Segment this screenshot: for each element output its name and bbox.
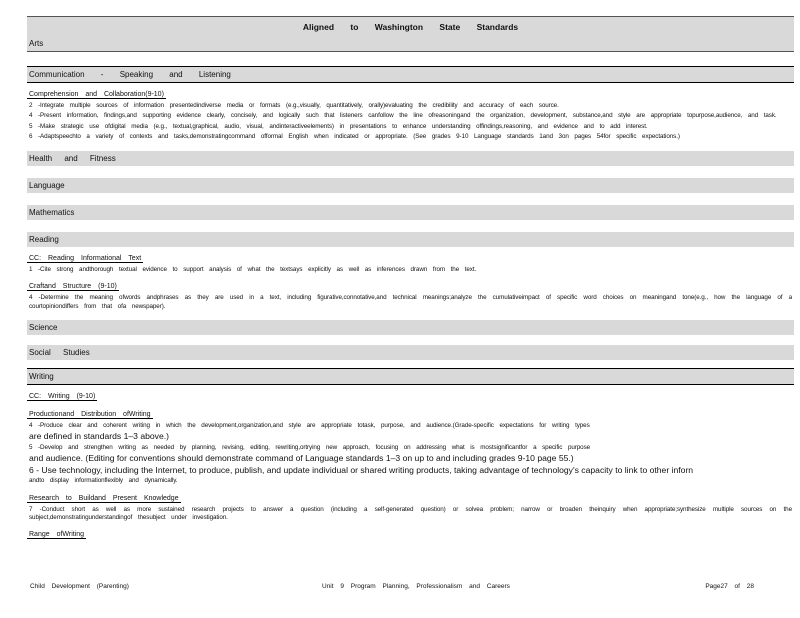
writing-subheading: CC: Writing (9-10) <box>29 393 96 401</box>
page-footer <box>30 583 754 590</box>
standard-text: 5 -Develop and strengthen writing as needed by planning, revising, editing, rewriting,ortrying new approach, focusing on addressing what is mostsignificantfor a specific purpose <box>29 443 591 451</box>
footer-unit: Unit 9 Program Planning, Professionalism and Careers <box>322 583 510 590</box>
standards-page <box>27 16 794 541</box>
craft-subheading: Craftand Structure (9-10) <box>29 283 117 291</box>
footer-page-number: Page27 of 28 <box>705 583 754 590</box>
comprehension-subheading: Comprehension and Collaboration(9-10) <box>29 91 164 98</box>
mathematics-section <box>27 205 794 220</box>
reading-heading: Reading <box>27 232 794 247</box>
science-heading: Science <box>27 320 794 335</box>
standard-text: 1 -Cite strong andthorough textual evidence to support analysis of what the textsays explicitly as well as inferences drawn from the text. <box>29 266 477 274</box>
standard-text: andto display informationflexibly and dynamically. <box>29 477 178 485</box>
communication-heading: Communication - Speaking and Listening <box>27 66 794 83</box>
standard-text: 4 -Present information, findings,and supporting evidence clearly, concisely, and logically such that listeners canfollow the line ofreasoningand the organization, development, substance,and style are appropriate topurpose,audience, and task. <box>29 112 777 120</box>
standard-text: 2 -Integrate multiple sources of information presentedindiverse media or formats (e.g.,visually, quantitatively, orally)evaluating the credibility and accuracy of each source. <box>29 102 559 109</box>
range-subheading: Range ofWriting <box>29 531 85 539</box>
writing-section <box>27 368 794 541</box>
language-heading: Language <box>27 178 794 193</box>
science-section <box>27 320 794 335</box>
footer-course: Child Development (Parenting) <box>30 583 129 590</box>
standard-text: 5 -Make strategic use ofdigital media (e.g., textual,graphical, audio, visual, andinteractiveelements) in presentations to enhance understanding offindings,reasoning, and evidence and to add interest. <box>29 122 648 130</box>
standard-text: 6 -Adaptspeechto a variety of contexts and tasks,demonstratingcommand offormal English when indicated or appropriate. (See grades 9-10 Language standards 1and 3on pages 54for specific expectations.) <box>29 132 680 140</box>
mathematics-heading: Mathematics <box>27 205 794 220</box>
standard-text: and audience. (Editing for conventions should demonstrate command of Language standards 1–3 on up to and including grades 9-10 page 55.) <box>29 453 574 464</box>
reading-section <box>27 232 794 312</box>
reading-subheading: CC: Reading Informational Text <box>29 255 142 263</box>
standard-text: are defined in standards 1–3 above.) <box>29 431 169 442</box>
page-title: Aligned to Washington State Standards <box>302 22 519 32</box>
standard-text: 4 -Produce clear and coherent writing in which the development,organization,and style are appropriate totask, purpose, and audience.(Grade-specific expectations for writing types <box>29 422 590 430</box>
health-heading: Health and Fitness <box>27 151 794 166</box>
communication-section <box>27 66 794 142</box>
social-studies-heading: Social Studies <box>27 345 794 360</box>
production-subheading: Productionand Distribution ofWriting <box>29 411 151 419</box>
title-bar <box>27 16 794 52</box>
health-section <box>27 151 794 166</box>
social-section <box>27 345 794 360</box>
writing-heading: Writing <box>27 368 794 385</box>
standard-text: 7 -Conduct short as well as more sustained research projects to answer a question (including a self-generated question) or solvea problem; narrow or broaden theinquiry when appropriate;synthesize multiple sources on the subject,demonstratingunderstandingof thesubject under investigation. <box>29 505 792 522</box>
standard-text: 4 -Determine the meaning ofwords andphrases as they are used in a text, including figurative,connotative,and technical meanings;analyze the cumulativeimpact of specific word choices on meaningand tone(e.g., how the language of a courtopiniondiffers from that ofa newspaper). <box>29 294 792 310</box>
language-section <box>27 178 794 193</box>
standard-text: 6 - Use technology, including the Internet, to produce, publish, and update individual or shared writing products, taking advantage of technology's capacity to link to other inforn <box>29 464 694 475</box>
arts-heading: Arts <box>29 39 44 48</box>
research-subheading: Research to Buildand Present Knowledge <box>29 494 179 502</box>
